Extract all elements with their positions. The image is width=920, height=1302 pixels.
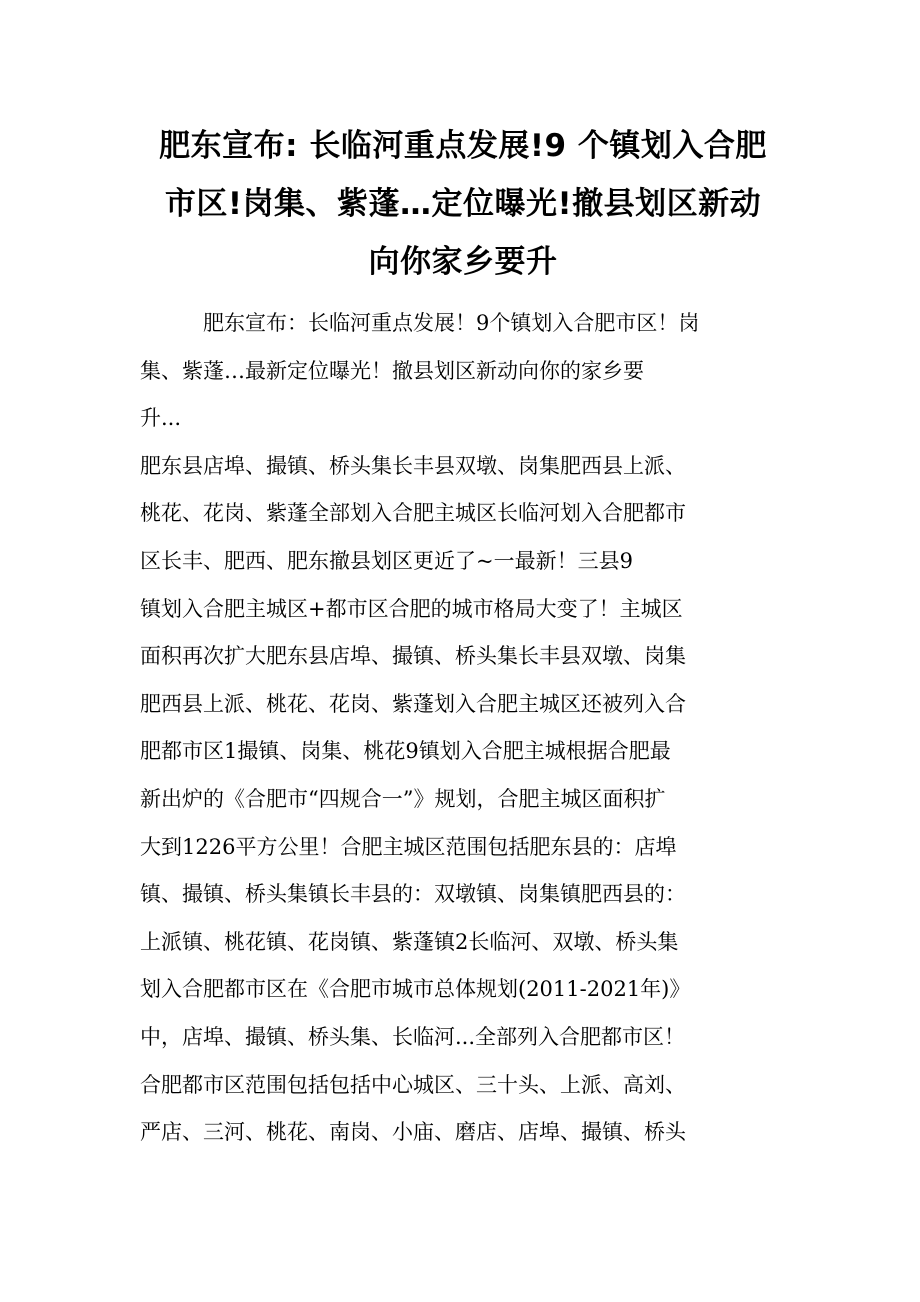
body-line: 严店、三河、桃花、南岗、小庙、磨店、店埠、撮镇、桥头 xyxy=(140,1120,686,1145)
document-title xyxy=(138,117,788,291)
body-line: 新出炉的《合肥市“四规合一”》规划，合肥主城区面积扩 xyxy=(140,786,666,811)
title-line: 肥东宣布: 长临河重点发展!9 个镇划入合肥 xyxy=(159,128,767,164)
body-line: 肥东宣布：长临河重点发展！9个镇划入合肥市区！岗 xyxy=(203,311,700,335)
body-line: 划入合肥都市区在《合肥市城市总体规划(2011-2021年)》 xyxy=(140,977,691,1002)
body-line: 集、紫蓬…最新定位曝光！撤县划区新动向你的家乡要 xyxy=(140,358,644,383)
document-body xyxy=(140,300,790,1157)
body-line: 肥都市区1撮镇、岗集、桃花9镇划入合肥主城根据合肥最 xyxy=(140,739,671,764)
body-line: 面积再次扩大肥东县店埠、撮镇、桥头集长丰县双墩、岗集 xyxy=(140,644,686,669)
body-line: 镇划入合肥主城区+都市区合肥的城市格局大变了！主城区 xyxy=(140,596,683,621)
body-line: 合肥都市区范围包括包括中心城区、三十头、上派、高刘、 xyxy=(140,1072,686,1097)
body-line: 升... xyxy=(140,406,182,431)
body-line: 镇、撮镇、桥头集镇长丰县的：双墩镇、岗集镇肥西县的： xyxy=(140,882,686,907)
body-line: 肥东县店埠、撮镇、桥头集长丰县双墩、岗集肥西县上派、 xyxy=(140,453,686,478)
title-line: 向你家乡要升 xyxy=(368,244,558,280)
title-line: 市区!岗集、紫蓬…定位曝光!撤县划区新动 xyxy=(164,186,762,222)
body-line: 区长丰、肥西、肥东撤县划区更近了~一最新！三县9 xyxy=(140,548,633,573)
body-line: 肥西县上派、桃花、花岗、紫蓬划入合肥主城区还被列入合 xyxy=(140,691,686,716)
body-line: 桃花、花岗、紫蓬全部划入合肥主城区长临河划入合肥都市 xyxy=(140,501,686,526)
body-line: 上派镇、桃花镇、花岗镇、紫蓬镇2长临河、双墩、桥头集 xyxy=(140,929,679,954)
body-line: 大到1226平方公里！合肥主城区范围包括肥东县的：店埠 xyxy=(140,834,677,859)
body-line: 中，店埠、撮镇、桥头集、长临河...全部列入合肥都市区！ xyxy=(140,1024,686,1049)
